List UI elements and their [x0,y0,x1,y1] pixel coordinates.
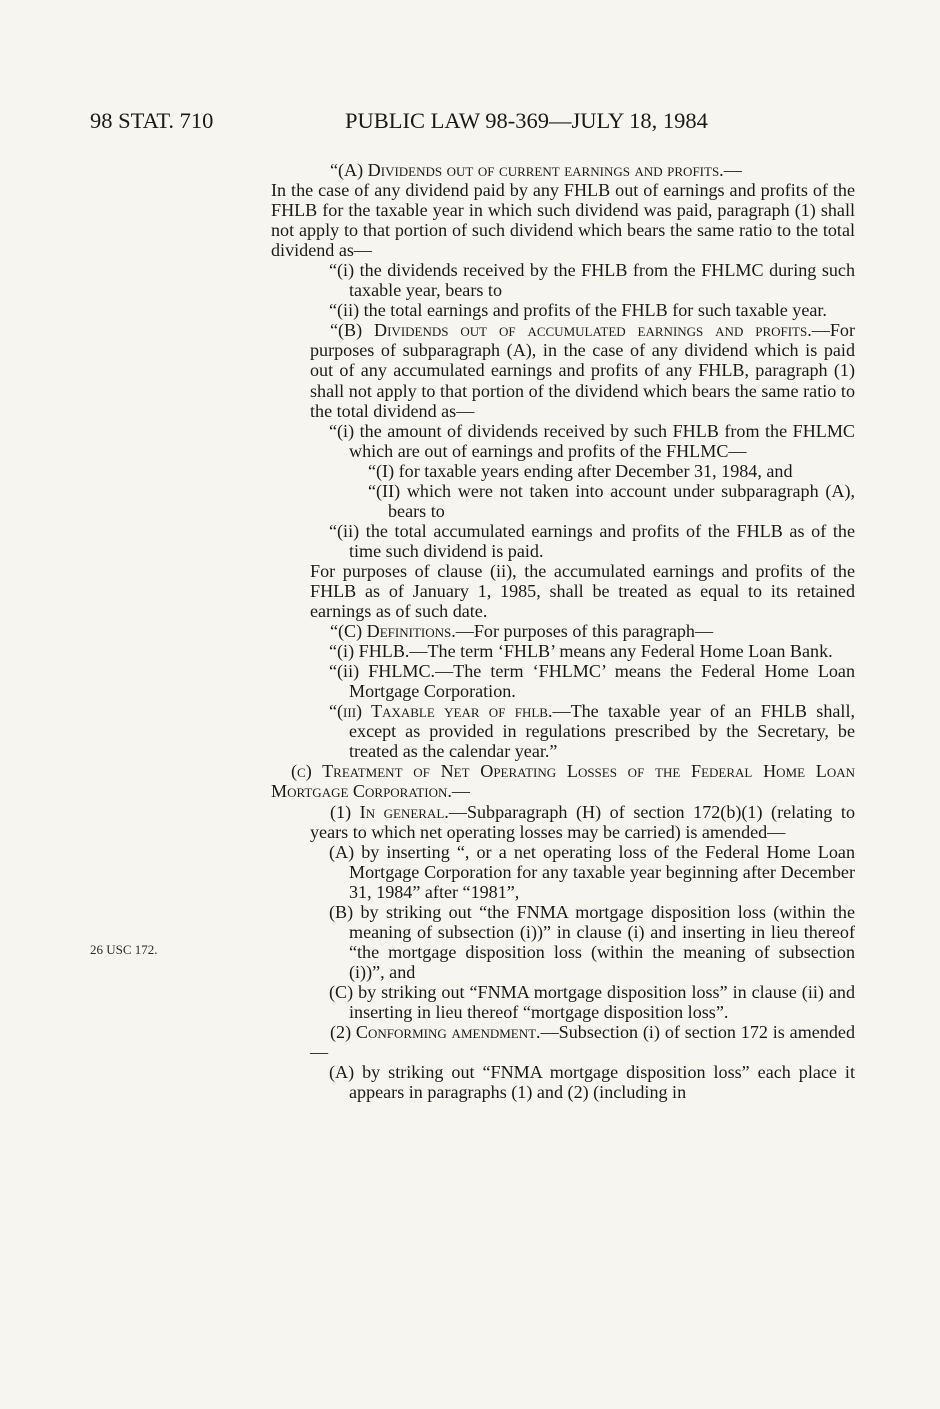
clause-B-ii: “(ii) the total accumulated earnings and profits of the FHLB as of the time such dividend is paid. [329,520,855,561]
clause-c1-A: (A) by inserting “, or a net operating loss of the Federal Home Loan Mortgage Corporation for any taxable year beginning after December 31, 1984” after “1981”, [329,841,855,902]
clause-c1-C: (C) by striking out “FNMA mortgage disposition loss” in clause (ii) and inserting in lieu thereof “mortgage disposition loss”. [329,981,855,1022]
paragraph-B [310,320,855,420]
paragraph-C-text: —For purposes of this paragraph— [455,621,714,642]
heading-C-iii: “(iii) Taxable year of fhlb. [329,701,553,722]
margin-note-usc: 26 USC 172. [90,942,158,957]
clause-A-ii: “(ii) the total earnings and profits of the FHLB for such taxable year. [329,300,827,321]
heading-B: “(B) Dividends out of accumulated earnings and profits. [330,320,812,341]
paragraph-c1 [310,802,855,842]
paragraph-c2-text: —Subsection (i) of section 172 is amended— [310,1022,855,1063]
clause-c2-A: (A) by striking out “FNMA mortgage disposition loss” each place it appears in paragraphs (1) and (2) (including in [329,1062,855,1103]
clause-C-iii [310,701,855,761]
clause-C-iii-text: —The taxable year of an FHLB shall, except as provided in regulations prescribed by the Secretary, be treated as the calendar year.” [349,701,855,762]
heading-c1: (1) In general. [330,801,449,822]
heading-C: “(C) Definitions. [330,621,456,642]
heading-c: (c) Treatment of Net Operating Losses of the Federal Home Loan Mortgage Corporation.— [271,761,855,802]
subclause-B-i-I: “(I) for taxable years ending after December 31, 1984, and [368,460,793,481]
heading-A: “(A) Dividends out of current earnings and profits.— [330,160,742,180]
paragraph-A [310,160,855,180]
page-header [90,108,850,138]
statute-body [271,160,855,1103]
heading-c2: (2) Conforming amendment. [330,1022,541,1043]
clause-C-ii: “(ii) FHLMC.—The term ‘FHLMC’ means the Federal Home Loan Mortgage Corporation. [329,661,855,702]
paragraph-B-text: —For purposes of subparagraph (A), in the case of any dividend which is paid out of any accumulated earnings and profits of any FHLB, paragraph (1) shall not apply to that portion of the dividend which bears the same ratio to the total dividend as— [310,320,855,421]
clause-c1-B: (B) by striking out “the FNMA mortgage disposition loss (within the meaning of subsection (i))” in clause (i) and inserting in lieu thereof “the mortgage disposition loss (within the meaning of subsection (i))”, and [329,901,855,982]
law-title: PUBLIC LAW 98-369—JULY 18, 1984 [345,108,708,133]
subclause-B-i-II: “(II) which were not taken into account under subparagraph (A), bears to [368,480,855,521]
flush-text-B: For purposes of clause (ii), the accumulated earnings and profits of the FHLB as of January 1, 1985, shall be treated as equal to its retained earnings as of such date. [310,560,855,622]
clause-B-i: “(i) the amount of dividends received by such FHLB from the FHLMC which are out of earnings and profits of the FHLMC— [329,420,855,461]
paragraph-A-text: In the case of any dividend paid by any FHLB out of earnings and profits of the FHLB for the taxable year in which such dividend was paid, paragraph (1) shall not apply to that portion of such dividend which bears the same ratio to the total dividend as— [271,180,855,261]
page-reference: 98 STAT. 710 [90,108,214,133]
paragraph-c1-text: —Subparagraph (H) of section 172(b)(1) (relating to years to which net operating losses may be carried) is amended— [310,801,855,842]
subsection-c [271,761,855,801]
clause-C-i: “(i) FHLB.—The term ‘FHLB’ means any Federal Home Loan Bank. [329,641,833,662]
clause-A-i: “(i) the dividends received by the FHLB from the FHLMC during such taxable year, bears to [329,260,855,301]
paragraph-c2 [310,1022,855,1062]
paragraph-C [310,621,855,641]
